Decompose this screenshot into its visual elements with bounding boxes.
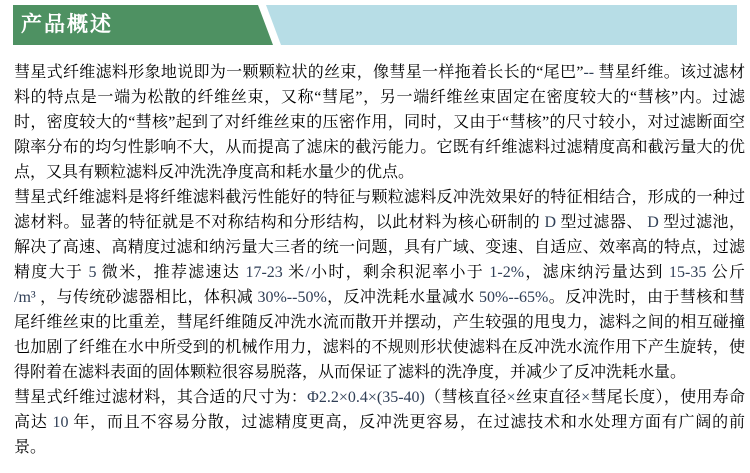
latin-numeric-text: 30%--50% bbox=[257, 289, 327, 306]
section-header-banner bbox=[13, 5, 737, 45]
latin-numeric-text: 17-23 bbox=[245, 264, 283, 281]
latin-numeric-text: × bbox=[581, 389, 591, 406]
latin-numeric-text: D bbox=[647, 214, 659, 231]
text-line: 点，又具有颗粒滤料反冲洗洗净度高和耗水量少的优点。 bbox=[14, 164, 415, 181]
paragraph-1 bbox=[14, 60, 745, 185]
section-title: 产品概述 bbox=[21, 13, 113, 36]
latin-numeric-text: -- bbox=[583, 64, 595, 81]
latin-numeric-text: 15-35 bbox=[669, 264, 707, 281]
latin-numeric-text: 50%--65% bbox=[479, 289, 549, 306]
latin-numeric-text: 5 bbox=[88, 264, 97, 281]
latin-numeric-text: / bbox=[305, 264, 310, 281]
text-line: 高达 10 年，而且不容易分散，过滤精度更高，反冲洗更容易，在过滤技术和水处理方面有广阔的前 bbox=[14, 414, 745, 431]
text-line: 料的特点是一端为松散的纤维丝束，又称“彗尾”，另一端纤维丝束固定在密度较大的“彗核”内。过滤 bbox=[14, 89, 745, 106]
text-line: /m³ ，与传统砂滤器相比，体积减 30%--50%，反冲洗耗水量减水 50%--65%。反冲洗时，由于彗核和彗 bbox=[14, 289, 745, 306]
latin-numeric-text: 1-2% bbox=[489, 264, 525, 281]
text-line: 也加剧了纤维在水中所受到的机械作用力，滤料的不规则形状使滤料在反冲洗水流作用下产生旋转，使 bbox=[14, 339, 745, 356]
paragraph-3 bbox=[14, 385, 745, 460]
text-line: 隙率分布的均匀性影响不大，从而提高了滤床的截污能力。它既有纤维滤料过滤精度高和截污量大的优 bbox=[14, 139, 745, 156]
paragraph-2 bbox=[14, 185, 745, 385]
text-line: 彗星式纤维滤料是将纤维滤料截污性能好的特征与颗粒滤料反冲洗效果好的特征相结合，形成的一种过 bbox=[14, 189, 745, 206]
page bbox=[0, 5, 750, 473]
text-line: 尾纤维丝束的比重差，彗尾纤维随反冲洗水流而散开并摆动，产生较强的甩曳力，滤料之间的相互碰撞 bbox=[14, 314, 745, 331]
text-line: 滤材料。显著的特征就是不对称结构和分形结构，以此材料为核心研制的 D 型过滤器、 D 型过滤池， bbox=[14, 214, 745, 231]
text-line: 精度大于 5 微米，推荐滤速达 17-23 米/小时，剩余积泥率小于 1-2%，滤床纳污量达到 15-35 公斤 bbox=[14, 264, 745, 281]
latin-numeric-text: D bbox=[544, 214, 557, 231]
text-line: 彗星式纤维滤料形象地说即为一颗颗粒状的丝束，像彗星一样拖着长长的“尾巴”-- 彗星纤维。该过滤材 bbox=[14, 64, 745, 81]
document-body bbox=[14, 60, 745, 460]
text-line: 解决了高速、高精度过滤和纳污量大三者的统一问题，具有广域、变速、自适应、效率高的特点，过滤 bbox=[14, 239, 745, 256]
latin-numeric-text: × bbox=[506, 389, 516, 406]
latin-numeric-text: Φ2.2×0.4×(35-40) bbox=[307, 389, 425, 406]
latin-numeric-text: /m³ bbox=[14, 289, 36, 306]
text-line: 彗星式纤维过滤材料，其合适的尺寸为：Φ2.2×0.4×(35-40)（彗核直径×丝束直径×彗尾长度），使用寿命 bbox=[14, 389, 745, 406]
text-line: 景。 bbox=[14, 439, 47, 456]
latin-numeric-text: 10 bbox=[52, 414, 69, 431]
text-line: 时，密度较大的“彗核”起到了对纤维丝束的压密作用，同时，又由于“彗核”的尺寸较小，对过滤断面空 bbox=[14, 114, 745, 131]
text-line: 得附着在滤料表面的固体颗粒很容易脱落，从而保证了滤料的洗净度，并减少了反冲洗耗水量。 bbox=[14, 364, 687, 381]
